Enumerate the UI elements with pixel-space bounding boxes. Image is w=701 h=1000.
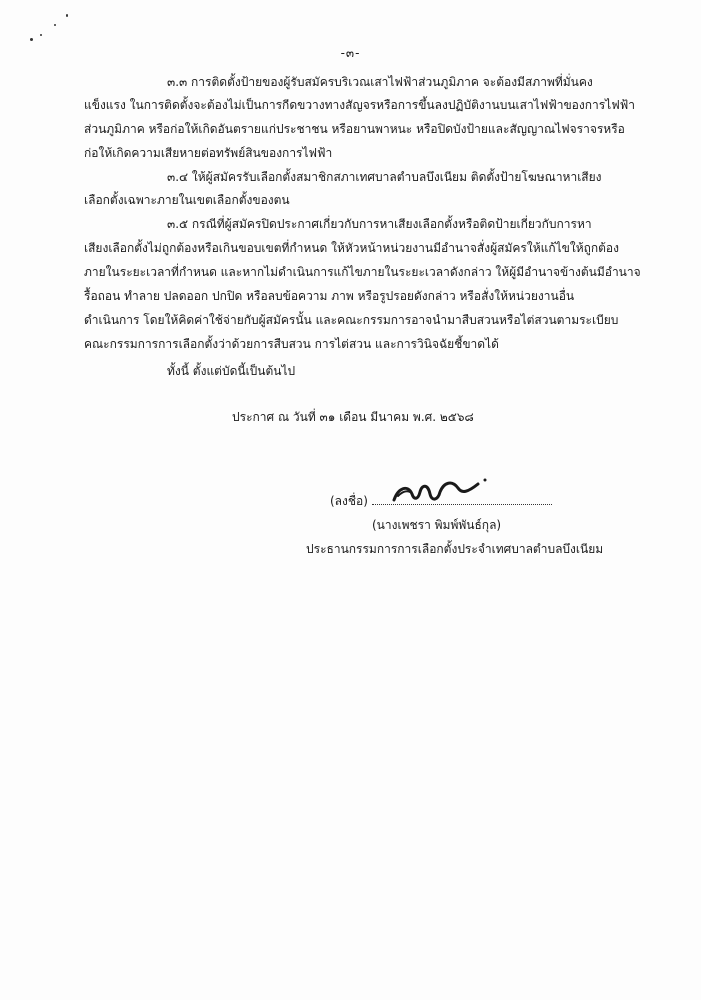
clause-3-5-line-6: คณะกรรมการการเลือกตั้งว่าด้วยการสืบสวน การไต่สวน และการวินิจฉัยชี้ขาดได้ <box>84 337 499 351</box>
clause-3-4-line-1: ๓.๔ ให้ผู้สมัครรับเลือกตั้งสมาชิกสภาเทศบาลตำบลบึงเนียม ติดตั้งป้ายโฆษณาหาเสียง <box>167 170 602 184</box>
clause-3-5-line-5: ดำเนินการ โดยให้คิดค่าใช้จ่ายกับผู้สมัครนั้น และคณะกรรมการอาจนำมาสืบสวนหรือไต่สวนตามระเบียบ <box>84 313 619 327</box>
scan-speck <box>30 38 33 41</box>
signature-dotted-line <box>372 492 552 505</box>
scan-speck <box>40 34 42 36</box>
scan-speck <box>54 24 56 26</box>
clause-3-3-line-3: ส่วนภูมิภาค หรือก่อให้เกิดอันตรายแก่ประชาชน หรือยานพาหนะ หรือปิดบังป้ายและสัญญาณไฟจราจรหรือ <box>84 122 625 136</box>
clause-3-5-line-2: เสียงเลือกตั้งไม่ถูกต้องหรือเกินขอบเขตที่กำหนด ให้หัวหน้าหน่วยงานมีอำนาจสั่งผู้สมัครให้แก้ไขให้ถูกต้อง <box>84 241 619 255</box>
clause-3-5-line-1: ๓.๕ กรณีที่ผู้สมัครปิดประกาศเกี่ยวกับการหาเสียงเลือกตั้งหรือติดป้ายเกี่ยวกับการหา <box>167 217 592 231</box>
signature-line <box>330 492 552 511</box>
clause-3-4-line-2: เลือกตั้งเฉพาะภายในเขตเลือกตั้งของตน <box>84 193 290 207</box>
closing-statement: ทั้งนี้ ตั้งแต่บัดนี้เป็นต้นไป <box>167 364 296 378</box>
page-number: -๓- <box>340 46 361 60</box>
clause-3-3-line-4: ก่อให้เกิดความเสียหายต่อทรัพย์สินของการไฟฟ้า <box>84 146 333 160</box>
clause-3-3-line-1: ๓.๓ การติดตั้งป้ายของผู้รับสมัครบริเวณเสาไฟฟ้าส่วนภูมิภาค จะต้องมีสภาพที่มั่นคง <box>167 75 593 89</box>
clause-3-3-line-2: แข็งแรง ในการติดตั้งจะต้องไม่เป็นการกีดขวางทางสัญจรหรือการขึ้นลงปฏิบัติงานบนเสาไฟฟ้าของการไฟฟ้า <box>84 98 635 112</box>
signer-title: ประธานกรรมการการเลือกตั้งประจำเทศบาลตำบลบึงเนียม <box>306 542 604 556</box>
signature-label: (ลงชื่อ) <box>330 494 368 508</box>
signer-name: (นางเพชรา พิมพ์พันธ์กุล) <box>372 518 502 532</box>
clause-3-5-line-4: รื้อถอน ทำลาย ปลดออก ปกปิด หรือลบข้อความ ภาพ หรือรูปรอยดังกล่าว หรือสั่งให้หน่วยงานอื่น <box>84 289 575 303</box>
scan-speck <box>66 14 68 17</box>
clause-3-5-line-3: ภายในระยะเวลาที่กำหนด และหากไม่ดำเนินการแก้ไขภายในระยะเวลาดังกล่าว ให้ผู้มีอำนาจข้างต้นมีอำนาจ <box>84 265 641 279</box>
announcement-date: ประกาศ ณ วันที่ ๓๑ เดือน มีนาคม พ.ศ. ๒๕๖๘ <box>232 410 474 424</box>
